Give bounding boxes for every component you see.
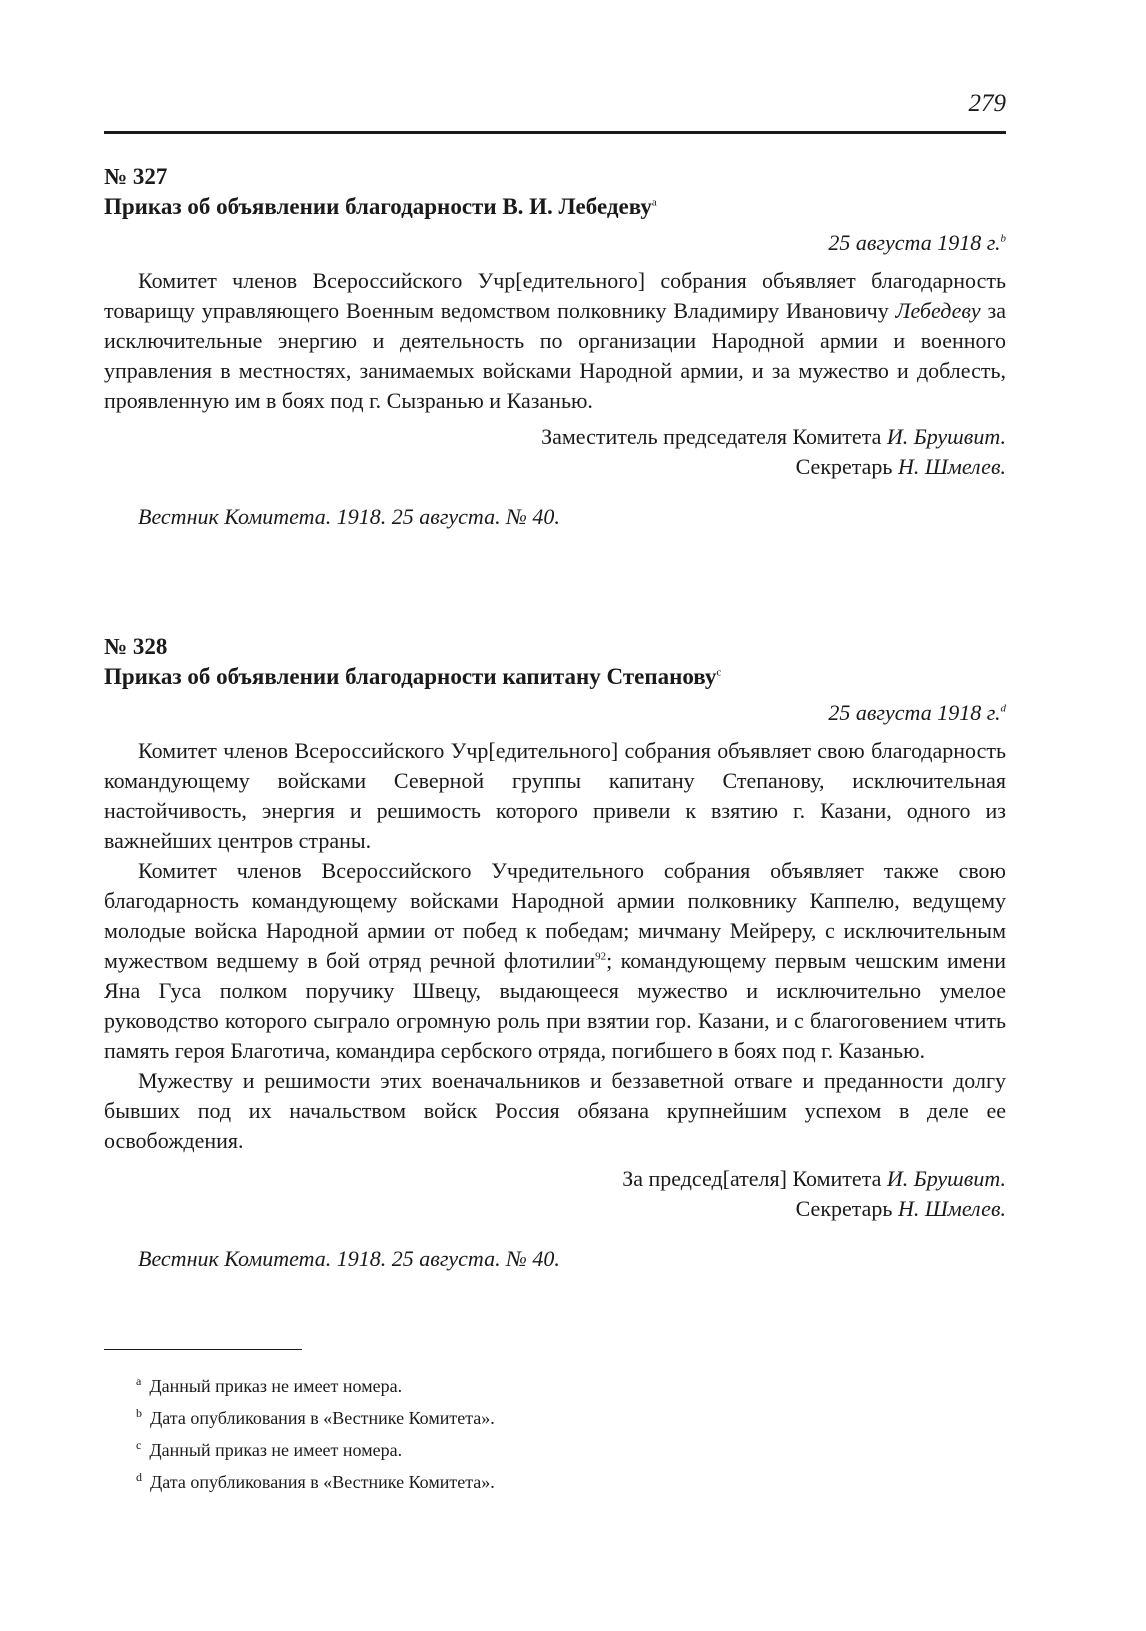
doc-number: № 327 <box>104 164 168 189</box>
endnote-ref[interactable]: 92 <box>595 950 607 963</box>
footnote: $^c$ Данный приказ не имеет номера. <box>136 1438 403 1460</box>
footnote: $^d$ Дата опубликования в «Вестнике Комитета». <box>136 1470 495 1492</box>
source-citation: Вестник Комитета. 1918. 25 августа. № 40. <box>138 1246 560 1271</box>
signature-line: Секретарь Н. Шмелев. <box>795 1196 1006 1221</box>
person-name: Лебедеву <box>895 298 981 323</box>
signature-line: Заместитель председателя Комитета И. Брушвит. <box>541 424 1006 449</box>
doc-paragraph: Комитет членов Всероссийского Учредительного собрания объявляет также свою благодарность командующему войсками Народной армии полковнику Каппелю, ведущему молодые войска Народной армии от побед к победам; мичману Мейреру, с исключительным мужеством ведшему в бой отряд речной флотилии$^{92}$; командующему первым чешским имени Яна Гуса полком поручику Швецу, выдающееся мужество и исключительно умелое руководство которого сыграло огромную роль при взятии гор. Казани, и с благоговением чтить память героя Благотича, командира сербского отряда, погибшего в боях под г. Казанью. <box>104 858 1006 1063</box>
source-citation: Вестник Комитета. 1918. 25 августа. № 40. <box>138 504 560 529</box>
doc-paragraph: Мужеству и решимости этих военачальников и беззаветной отваге и преданности долгу бывших под их начальством войск Россия обязана крупнейшим успехом в деле ее освобождения. <box>104 1068 1006 1153</box>
signature-line: За председ[ателя] Комитета И. Брушвит. <box>622 1166 1006 1191</box>
footnote-ref[interactable]: a <box>651 196 657 209</box>
doc-title: Приказ об объявлении благодарности капитану Степанову$^c$ <box>104 664 722 689</box>
footnote-rule <box>104 1349 302 1350</box>
doc-number: № 328 <box>104 634 168 659</box>
doc-date: 25 августа 1918 г.$^d$ <box>828 700 1006 725</box>
footnote: $^b$ Дата опубликования в «Вестнике Комитета». <box>136 1406 495 1428</box>
page-number: 279 <box>968 90 1006 117</box>
header-rule <box>104 131 1006 134</box>
footnote-ref[interactable]: c <box>716 666 722 679</box>
doc-date: 25 августа 1918 г.$^b$ <box>828 230 1006 255</box>
footnote: $^a$ Данный приказ не имеет номера. <box>136 1374 403 1396</box>
document-327 <box>104 162 1006 532</box>
footnotes <box>136 1370 996 1498</box>
footnote-ref[interactable]: d <box>1000 702 1006 715</box>
doc-title: Приказ об объявлении благодарности В. И. Лебедеву$^a$ <box>104 194 657 219</box>
document-328 <box>104 632 1006 1274</box>
footnote-ref[interactable]: b <box>1000 232 1006 245</box>
signature-line: Секретарь Н. Шмелев. <box>795 454 1006 479</box>
doc-paragraph: Комитет членов Всероссийского Учр[едительного] собрания объявляет благодарность товарищу управляющего Военным ведомством полковнику Владимиру Ивановичу Лебедеву за исключительные энергию и деятельность по организации Народной армии и военного управления в местностях, занимаемых войсками Народной армии, и за мужество и доблесть, проявленную им в боях под г. Сызранью и Казанью. <box>104 268 1006 413</box>
doc-paragraph: Комитет членов Всероссийского Учр[едительного] собрания объявляет свою благодарность командующему войсками Северной группы капитану Степанову, исключительная настойчивость, энергия и решимость которого привели к взятию г. Казани, одного из важнейших центров страны. <box>104 738 1006 853</box>
